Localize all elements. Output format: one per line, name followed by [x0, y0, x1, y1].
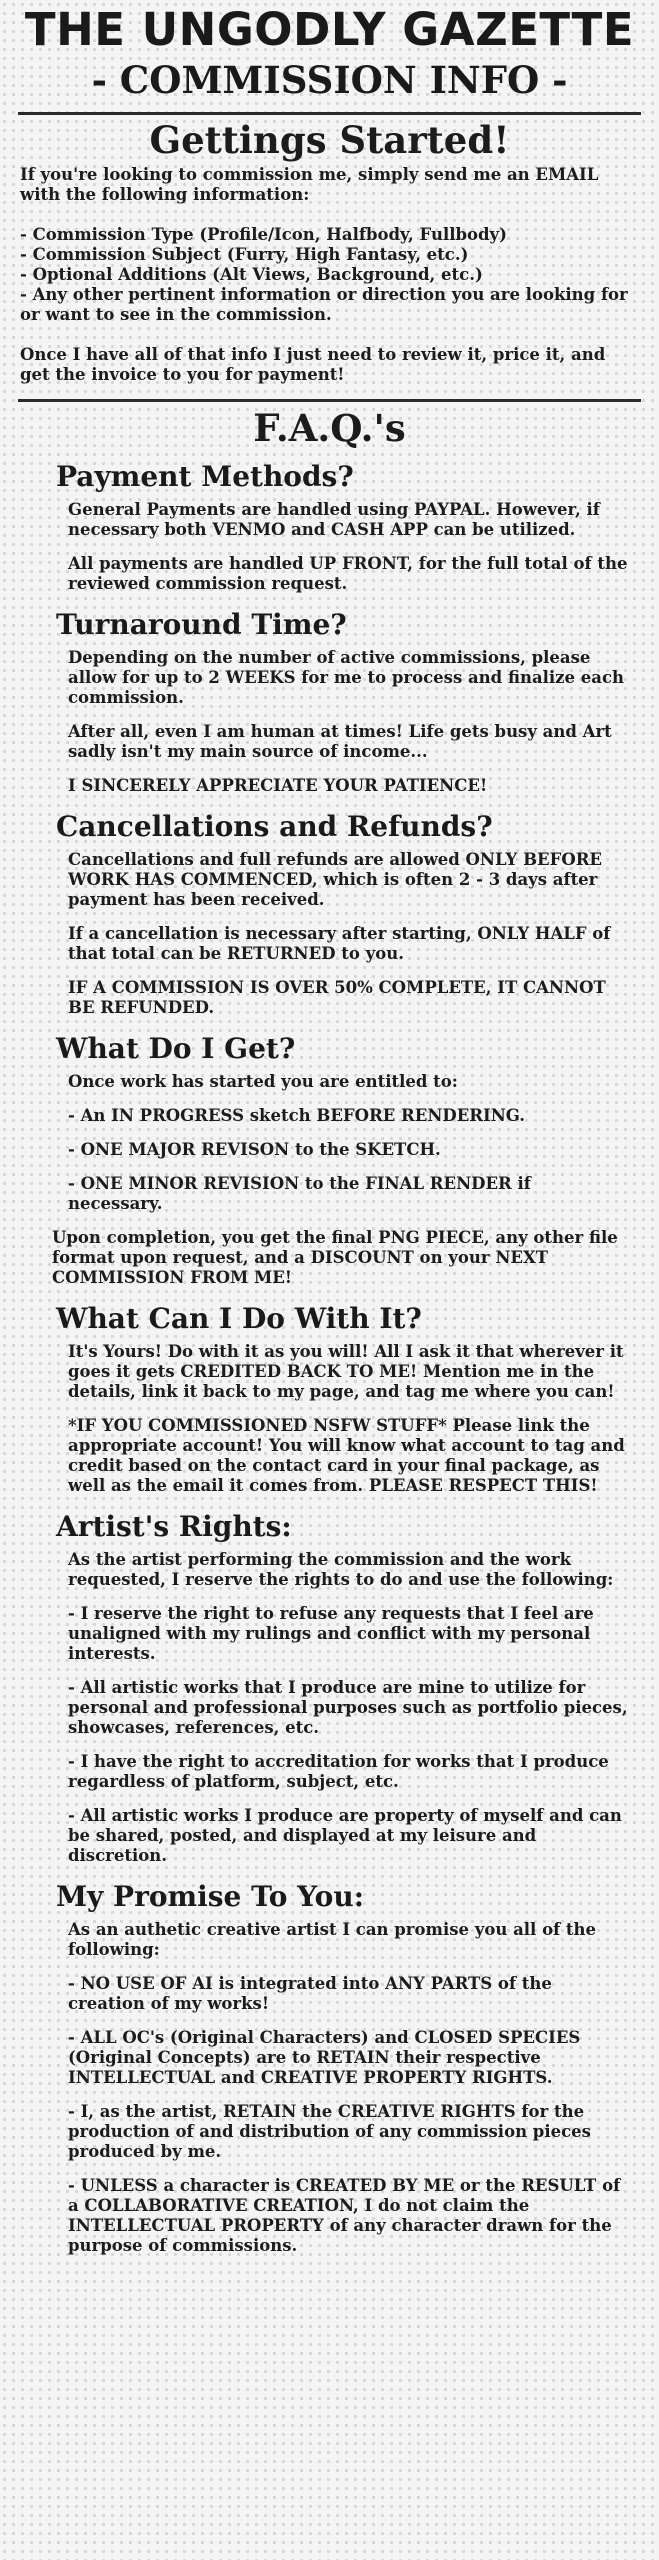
getting-started-body	[20, 165, 639, 385]
faq-paragraph: - All artistic works I produce are property of myself and can be shared, posted, and displayed at my leisure and discretion.	[68, 1806, 622, 1865]
faq-answer	[68, 1550, 631, 1866]
faq-answer	[68, 1342, 631, 1496]
faq-question-cancellations-and-refunds: Cancellations and Refunds?	[56, 810, 493, 843]
intro-item: - Optional Additions (Alt Views, Background, etc.)	[20, 265, 483, 284]
faq-paragraph: IF A COMMISSION IS OVER 50% COMPLETE, IT CANNOT BE REFUNDED.	[68, 978, 606, 1017]
faq-question-what-can-i-do-with-it: What Can I Do With It?	[56, 1302, 422, 1335]
intro-paragraph: If you're looking to commission me, simply send me an EMAIL with the following information:	[20, 165, 599, 204]
faq-question-turnaround-time: Turnaround Time?	[56, 608, 347, 641]
faq-question-what-do-i-get: What Do I Get?	[56, 1032, 296, 1065]
faq-summary-paragraph: Upon completion, you get the final PNG PIECE, any other file format upon request, and a DISCOUNT on your NEXT COMMISSION FROM ME!	[52, 1228, 618, 1287]
faq-answer	[68, 648, 631, 796]
faq-answer	[68, 850, 631, 1018]
faq-question-artist-s-rights: Artist's Rights:	[56, 1510, 292, 1543]
faq-paragraph: - I have the right to accreditation for works that I produce regardless of platform, subject, etc.	[68, 1752, 609, 1791]
intro-item: - Any other pertinent information or direction you are looking for or want to see in the commission.	[20, 285, 628, 324]
faq-paragraph: - NO USE OF AI is integrated into ANY PARTS of the creation of my works!	[68, 1974, 552, 2013]
faq-paragraph: - I reserve the right to refuse any requests that I feel are unaligned with my rulings and conflict with my personal interests.	[68, 1604, 594, 1663]
intro-item: - Commission Subject (Furry, High Fantasy, etc.)	[20, 245, 469, 264]
faq-answer	[68, 500, 631, 594]
faq-paragraph: It's Yours! Do with it as you will! All I ask it that wherever it goes it gets CREDITED BACK TO ME! Mention me in the details, link it back to my page, and tag me where you can!	[68, 1342, 624, 1401]
divider	[18, 399, 641, 402]
faq-paragraph: - ONE MAJOR REVISON to the SKETCH.	[68, 1140, 441, 1159]
faq-paragraph: - UNLESS a character is CREATED BY ME or the RESULT of a COLLABORATIVE CREATION, I do not claim the INTELLECTUAL PROPERTY of any character drawn for the purpose of commissions.	[68, 2176, 621, 2255]
faq-question-payment-methods: Payment Methods?	[56, 460, 354, 493]
faq-paragraph: - I, as the artist, RETAIN the CREATIVE RIGHTS for the production of and distribution of any commission pieces produced by me.	[68, 2102, 591, 2161]
masthead-title: THE UNGODLY GAZETTE	[24, 3, 635, 56]
faq-paragraph: - ONE MINOR REVISION to the FINAL RENDER if necessary.	[68, 1174, 531, 1213]
getting-started-title: Gettings Started!	[149, 118, 510, 162]
faq-answer	[52, 1072, 631, 1288]
faq-paragraph: Cancellations and full refunds are allowed ONLY BEFORE WORK HAS COMMENCED, which is often 2 - 3 days after payment has been received.	[68, 850, 602, 909]
faq-list	[0, 460, 659, 2256]
faq-paragraph: *IF YOU COMMISSIONED NSFW STUFF* Please link the appropriate account! You will know what account to tag and credit based on the contact card in your final package, as well as the email it comes from. PLEASE RESPECT THIS!	[68, 1416, 625, 1495]
intro-list	[20, 225, 639, 325]
faq-paragraph: - All artistic works that I produce are mine to utilize for personal and professional purposes such as portfolio pieces, showcases, references, etc.	[68, 1678, 628, 1737]
faq-paragraph: - ALL OC's (Original Characters) and CLOSED SPECIES (Original Concepts) are to RETAIN their respective INTELLECTUAL and CREATIVE PROPERTY RIGHTS.	[68, 2028, 581, 2087]
faq-paragraph: I SINCERELY APPRECIATE YOUR PATIENCE!	[68, 776, 488, 795]
masthead-subtitle: - COMMISSION INFO -	[91, 58, 568, 102]
faq-paragraph: Once work has started you are entitled to:	[68, 1072, 458, 1091]
faq-paragraph: As an authetic creative artist I can promise you all of the following:	[68, 1920, 597, 1959]
faq-paragraph: As the artist performing the commission and the work requested, I reserve the rights to do and use the following:	[68, 1550, 614, 1589]
faq-title: F.A.Q.'s	[253, 406, 406, 450]
faq-answer	[68, 1920, 631, 2256]
intro-item: - Commission Type (Profile/Icon, Halfbody, Fullbody)	[20, 225, 507, 244]
faq-question-my-promise-to-you: My Promise To You:	[56, 1880, 365, 1913]
faq-paragraph: - An IN PROGRESS sketch BEFORE RENDERING.	[68, 1106, 526, 1125]
faq-paragraph: After all, even I am human at times! Life gets busy and Art sadly isn't my main source of income...	[68, 722, 612, 761]
faq-paragraph: All payments are handled UP FRONT, for the full total of the reviewed commission request.	[68, 554, 628, 593]
faq-paragraph: General Payments are handled using PAYPAL. However, if necessary both VENMO and CASH APP can be utilized.	[68, 500, 600, 539]
faq-paragraph: If a cancellation is necessary after starting, ONLY HALF of that total can be RETURNED to you.	[68, 924, 611, 963]
divider	[18, 112, 641, 115]
intro-closing: Once I have all of that info I just need to review it, price it, and get the invoice to you for payment!	[20, 345, 606, 384]
faq-paragraph: Depending on the number of active commissions, please allow for up to 2 WEEKS for me to process and finalize each commission.	[68, 648, 625, 707]
